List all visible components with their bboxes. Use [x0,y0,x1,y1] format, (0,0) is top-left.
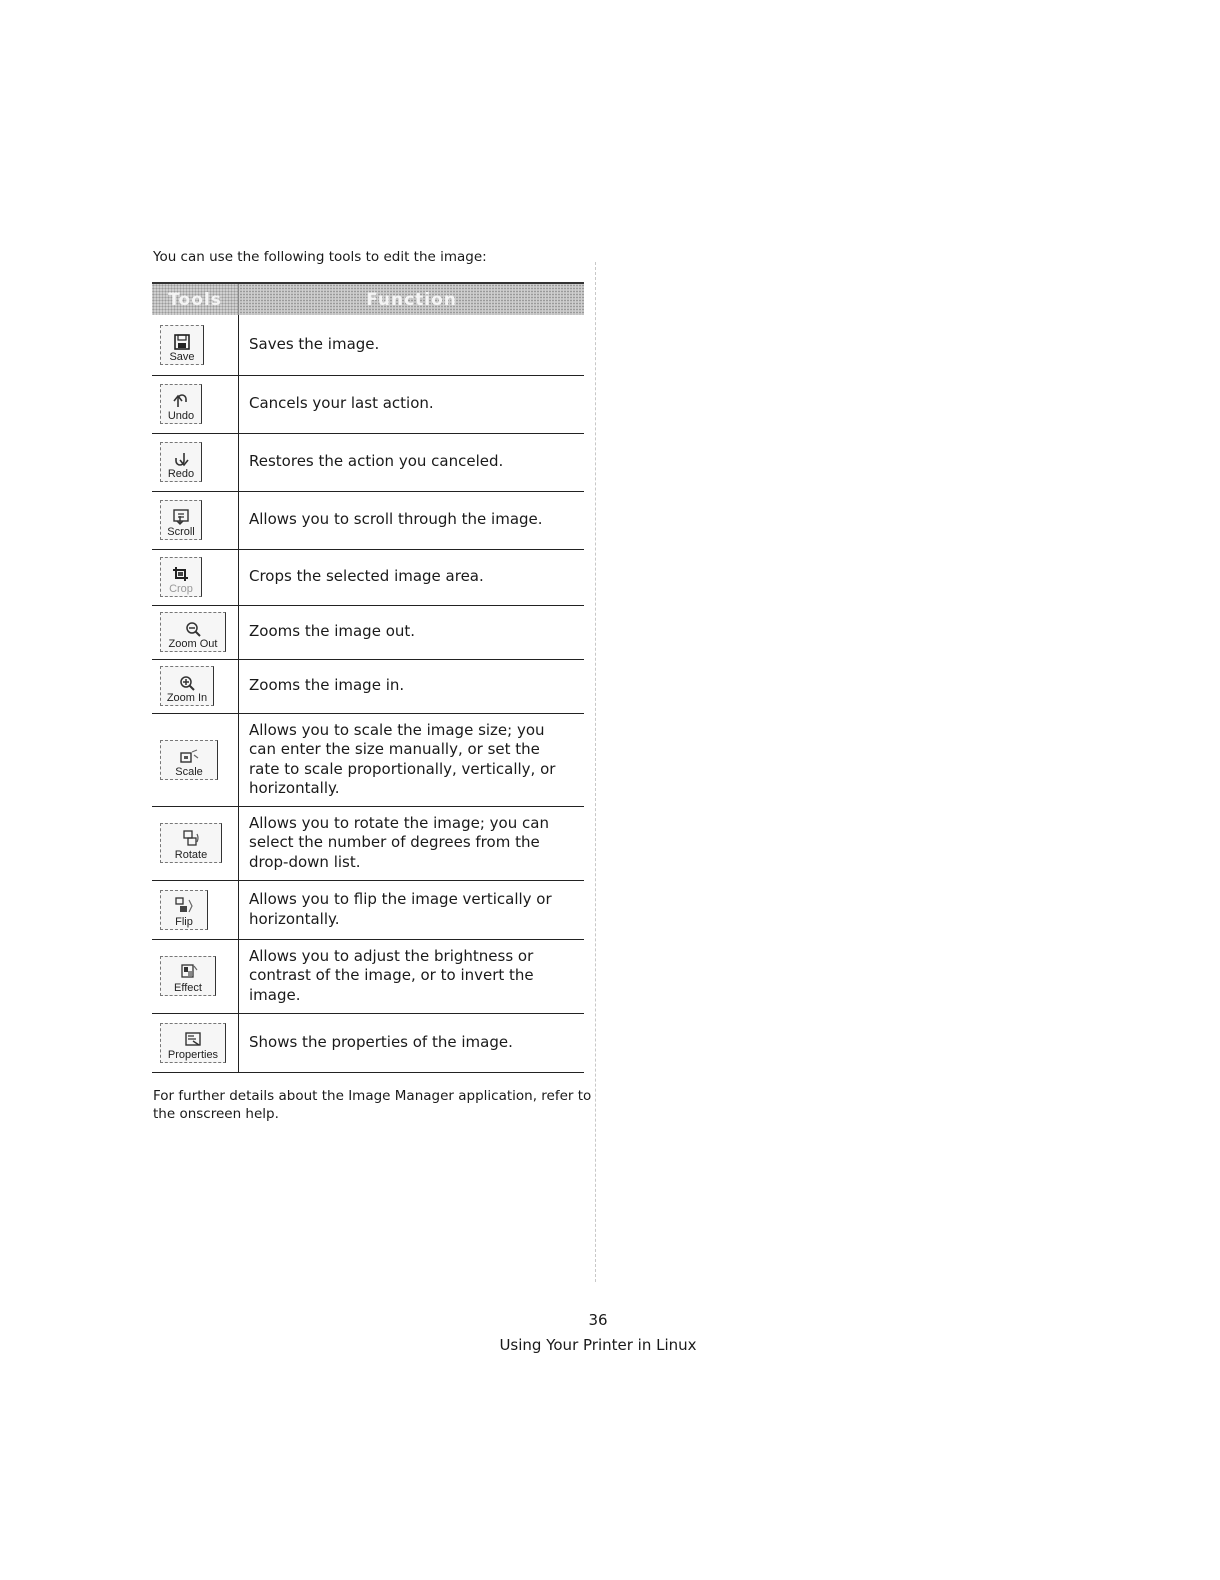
scroll-icon [172,509,190,525]
scale-label: Scale [175,765,203,778]
properties-description: Shows the properties of the image. [239,1013,585,1072]
redo-label: Redo [167,468,195,480]
rotate-icon [181,830,201,848]
properties-button [160,1023,226,1063]
table-row [152,1013,584,1072]
header-function: Function [239,283,585,315]
save-icon [173,334,191,350]
table-row [152,713,584,806]
page-number: 36 [588,1311,608,1329]
scroll-description: Allows you to scroll through the image. [239,491,585,549]
flip-description: Allows you to flip the image vertically or horizontally. [239,880,585,939]
scale-description: Allows you to scale the image size; you can enter the size manually, or set the rate to scale proportionally, vertically, or horizontally. [239,713,585,806]
scroll-label: Scroll [167,526,195,538]
effect-description: Allows you to adjust the brightness or contrast of the image, or to invert the image. [239,939,585,1013]
zoom-out-label: Zoom Out [168,638,218,650]
crop-description: Crops the selected image area. [239,549,585,605]
intro-text: You can use the following tools to edit the image: [153,249,487,265]
outro-text: For further details about the Image Manager application, refer to the onscreen help. [153,1088,592,1122]
redo-icon [172,451,190,467]
table-header-row [152,283,584,315]
zoom-out-button [160,612,226,652]
effect-label: Effect [174,982,202,994]
properties-label: Properties [167,1048,219,1061]
zoom-in-icon [178,675,196,691]
scale-button [160,740,218,780]
redo-button [160,442,202,482]
zoom-in-label: Zoom In [166,692,208,704]
undo-icon [172,393,190,409]
zoom-in-button [160,666,214,706]
zoom-out-icon [184,621,202,637]
effect-icon [178,963,198,981]
zoom-in-description: Zooms the image in. [239,659,585,713]
zoom-out-description: Zooms the image out. [239,605,585,659]
scroll-button [160,500,202,540]
table-row [152,880,584,939]
rotate-label: Rotate [174,849,208,861]
save-description: Saves the image. [239,315,585,375]
crop-label: Crop [169,583,193,595]
table-row [152,806,584,880]
table-row [152,605,584,659]
crop-button [160,557,202,597]
effect-button [160,956,216,996]
crop-icon [172,566,190,582]
undo-button [160,384,202,424]
table-row [152,491,584,549]
save-button [160,325,204,365]
table-row [152,659,584,713]
rotate-button [160,823,222,863]
flip-button [160,890,208,930]
header-tools: Tools [152,283,239,315]
footer-title: Using Your Printer in Linux [499,1336,697,1354]
undo-description: Cancels your last action. [239,375,585,433]
save-label: Save [169,350,195,363]
rotate-description: Allows you to rotate the image; you can select the number of degrees from the drop-down list. [239,806,585,880]
tools-table [152,282,584,1073]
flip-label: Flip [175,915,193,928]
properties-icon [183,1032,203,1048]
table-row [152,315,584,375]
redo-description: Restores the action you canceled. [239,433,585,491]
flip-icon [174,897,194,915]
table-row [152,375,584,433]
table-row [152,433,584,491]
table-row [152,549,584,605]
table-row [152,939,584,1013]
scale-icon [179,749,199,765]
margin-line [595,262,596,1282]
undo-label: Undo [167,410,195,422]
